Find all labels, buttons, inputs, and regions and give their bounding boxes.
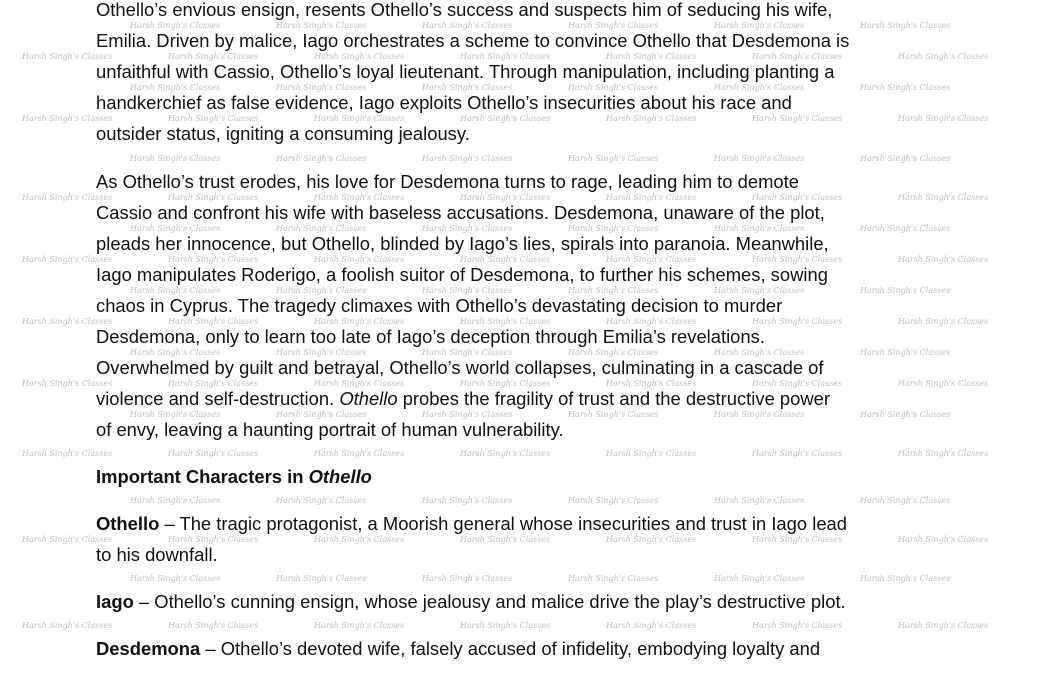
watermark-text: Harsh Singh's Classes [130, 153, 221, 163]
watermark-text: Harsh Singh's Classes [22, 449, 113, 458]
watermark-text: Harsh Singh's Classes [606, 621, 697, 630]
watermark-text: Harsh Singh's Classes [314, 379, 405, 388]
watermark-text: Harsh Singh's Classes [168, 379, 259, 388]
watermark-text: Harsh Singh's Classes [568, 224, 659, 233]
text-line: Othello’s envious ensign, resents Othello’s success and suspects him of seducing his wife, [96, 0, 833, 20]
play-title: Othello [339, 388, 398, 409]
watermark-text: Harsh Singh's Classes [898, 317, 989, 326]
text-line: Overwhelmed by guilt and betrayal, Othello’s world collapses, culminating in a cascade of [96, 357, 824, 378]
watermark-text: Harsh Singh's Classes [422, 496, 513, 505]
watermark-text: Harsh Singh's Classes [422, 348, 513, 357]
watermark-text: Harsh Singh's Classes [460, 621, 551, 630]
watermark-text: Harsh Singh's Classes [22, 114, 113, 123]
watermark-text: Harsh Singh's Classes [168, 255, 259, 264]
character-othello [96, 514, 1026, 565]
watermark-text: Harsh Singh's Classes [22, 379, 113, 388]
watermark-text: Harsh Singh's Classes [752, 379, 843, 388]
watermark-text: Harsh Singh's Classes [752, 449, 843, 458]
watermark-text: Harsh Singh's Classes [168, 535, 259, 544]
watermark-text: Harsh Singh's Classes [460, 535, 551, 544]
watermark-text: Harsh Singh's Classes [422, 224, 513, 233]
watermark-text: Harsh Singh's Classes [898, 255, 989, 264]
text-line: outsider status, igniting a consuming jealousy. [96, 123, 470, 144]
watermark-text: Harsh Singh's Classes [422, 21, 513, 30]
text-line: chaos in Cyprus. The tragedy climaxes with Othello’s devastating decision to murder [96, 295, 783, 316]
watermark-text: Harsh Singh's Classes [460, 52, 551, 61]
text-line: Emilia. Driven by malice, Iago orchestrates a scheme to convince Othello that Desdemona is [96, 30, 850, 51]
watermark-text: Harsh Singh's Classes [460, 255, 551, 264]
heading-play-title: Othello [308, 466, 372, 487]
watermark-text: Harsh Singh's Classes [606, 379, 697, 388]
watermark-text: Harsh Singh's Classes [752, 317, 843, 326]
watermark-text: Harsh Singh's Classes [568, 286, 659, 295]
watermark-text: Harsh Singh's Classes [130, 574, 221, 583]
watermark-text: Harsh Singh's Classes [314, 449, 405, 458]
watermark-text: Harsh Singh's Classes [422, 83, 513, 92]
watermark-text: Harsh Singh's Classes [422, 153, 513, 163]
character-name: Othello [96, 513, 160, 534]
watermark-text: Harsh Singh's Classes [714, 83, 805, 92]
watermark-text: Harsh Singh's Classes [168, 317, 259, 326]
watermark-text: Harsh Singh's Classes [314, 621, 405, 630]
watermark-text: Harsh Singh's Classes [314, 255, 405, 264]
watermark-text: Harsh Singh's Classes [422, 286, 513, 295]
watermark-text: Harsh Singh's Classes [606, 317, 697, 326]
plot-paragraph-2 [96, 172, 1026, 440]
watermark-text: Harsh Singh's Classes [714, 496, 805, 505]
watermark-text: Harsh Singh's Classes [460, 449, 551, 458]
watermark-text: Harsh Singh's Classes [606, 114, 697, 123]
text-line: Cassio and confront his wife with baseless accusations. Desdemona, unaware of the plot, [96, 202, 825, 223]
section-heading [96, 467, 1026, 487]
watermark-text: Harsh Singh's Classes [22, 193, 113, 202]
watermark-text: Harsh Singh's Classes [898, 193, 989, 202]
watermark-text: Harsh Singh's Classes [314, 114, 405, 123]
watermark-text: Harsh Singh's Classes [860, 574, 951, 583]
watermark-text: Harsh Singh's Classes [168, 114, 259, 123]
watermark-text: Harsh Singh's Classes [568, 410, 659, 419]
watermark-text: Harsh Singh's Classes [130, 224, 221, 233]
text-line [96, 514, 1026, 534]
watermark-text: Harsh Singh's Classes [860, 410, 951, 419]
watermark-text: Harsh Singh's Classes [714, 21, 805, 30]
watermark-text: Harsh Singh's Classes [606, 52, 697, 61]
watermark-text: Harsh Singh's Classes [276, 410, 367, 419]
watermark-text: Harsh Singh's Classes [860, 348, 951, 357]
watermark-text: Harsh Singh's Classes [860, 21, 951, 30]
watermark-text: Harsh Singh's Classes [568, 83, 659, 92]
text-line: of envy, leaving a haunting portrait of human vulnerability. [96, 419, 564, 440]
watermark-text: Harsh Singh's Classes [130, 83, 221, 92]
watermark-text: Harsh Singh's Classes [130, 286, 221, 295]
watermark-text: Harsh Singh's Classes [568, 21, 659, 30]
text-line: to his downfall. [96, 544, 218, 565]
watermark-text: Harsh Singh's Classes [460, 193, 551, 202]
plot-paragraph-1 [96, 0, 1026, 144]
text-line: unfaithful with Cassio, Othello’s loyal lieutenant. Through manipulation, including planting a [96, 61, 835, 82]
text-line [96, 592, 1026, 612]
watermark-text: Harsh Singh's Classes [314, 317, 405, 326]
document-page [96, 0, 1026, 670]
watermark-text: Harsh Singh's Classes [276, 224, 367, 233]
text-line: Desdemona, only to learn too late of Iago’s deception through Emilia’s revelations. [96, 326, 765, 347]
text-span: probes the fragility of trust and the destructive power [397, 388, 830, 409]
watermark-text: Harsh Singh's Classes [860, 83, 951, 92]
watermark-text: Harsh Singh's Classes [752, 114, 843, 123]
watermark-text: Harsh Singh's Classes [460, 317, 551, 326]
watermark-text: Harsh Singh's Classes [276, 83, 367, 92]
watermark-text: Harsh Singh's Classes [752, 621, 843, 630]
watermark-text: Harsh Singh's Classes [752, 535, 843, 544]
watermark-text: Harsh Singh's Classes [22, 535, 113, 544]
watermark-text: Harsh Singh's Classes [606, 535, 697, 544]
watermark-text: Harsh Singh's Classes [168, 621, 259, 630]
watermark-text: Harsh Singh's Classes [606, 193, 697, 202]
character-name: Desdemona [96, 638, 201, 659]
watermark-text: Harsh Singh's Classes [714, 153, 805, 163]
watermark-text: Harsh Singh's Classes [460, 379, 551, 388]
character-desdemona [96, 639, 1026, 659]
watermark-text: Harsh Singh's Classes [568, 153, 659, 163]
watermark-text: Harsh Singh's Classes [276, 496, 367, 505]
watermark-text: Harsh Singh's Classes [568, 496, 659, 505]
watermark-text: Harsh Singh's Classes [752, 52, 843, 61]
text-line: pleads her innocence, but Othello, blinded by Iago’s lies, spirals into paranoia. Meanwhile, [96, 233, 829, 254]
text-line [96, 639, 1026, 659]
watermark-text: Harsh Singh's Classes [276, 21, 367, 30]
character-description: – Othello’s cunning ensign, whose jealousy and malice drive the play’s destructive plot. [133, 591, 846, 612]
watermark-text: Harsh Singh's Classes [860, 496, 951, 505]
watermark-text: Harsh Singh's Classes [860, 224, 951, 233]
watermark-text: Harsh Singh's Classes [22, 52, 113, 61]
watermark-text: Harsh Singh's Classes [898, 114, 989, 123]
text-line [96, 389, 1026, 409]
character-name: Iago [96, 591, 134, 612]
watermark-text: Harsh Singh's Classes [22, 255, 113, 264]
watermark-text: Harsh Singh's Classes [606, 255, 697, 264]
watermark-text: Harsh Singh's Classes [314, 52, 405, 61]
watermark-text: Harsh Singh's Classes [714, 574, 805, 583]
watermark-text: Harsh Singh's Classes [860, 286, 951, 295]
watermark-text: Harsh Singh's Classes [460, 114, 551, 123]
heading-text: Important Characters in [96, 466, 309, 487]
watermark-text: Harsh Singh's Classes [22, 317, 113, 326]
watermark-text: Harsh Singh's Classes [168, 193, 259, 202]
text-line: Iago manipulates Roderigo, a foolish suitor of Desdemona, to further his schemes, sowing [96, 264, 828, 285]
watermark-text: Harsh Singh's Classes [130, 21, 221, 30]
watermark-text: Harsh Singh's Classes [568, 574, 659, 583]
watermark-text: Harsh Singh's Classes [752, 193, 843, 202]
text-line: handkerchief as false evidence, Iago exploits Othello’s insecurities about his race and [96, 92, 792, 113]
character-description: – Othello’s devoted wife, falsely accused of infidelity, embodying loyalty and [200, 638, 821, 659]
watermark-text: Harsh Singh's Classes [276, 153, 367, 163]
watermark-text: Harsh Singh's Classes [568, 348, 659, 357]
watermark-text: Harsh Singh's Classes [752, 255, 843, 264]
watermark-text: Harsh Singh's Classes [860, 153, 951, 163]
text-span: violence and self-destruction. [96, 388, 340, 409]
watermark-text: Harsh Singh's Classes [606, 449, 697, 458]
watermark-text: Harsh Singh's Classes [130, 410, 221, 419]
character-iago [96, 592, 1026, 612]
watermark-text: Harsh Singh's Classes [168, 52, 259, 61]
watermark-text: Harsh Singh's Classes [898, 449, 989, 458]
watermark-text: Harsh Singh's Classes [276, 348, 367, 357]
watermark-text: Harsh Singh's Classes [898, 52, 989, 61]
watermark-text: Harsh Singh's Classes [130, 496, 221, 505]
watermark-text: Harsh Singh's Classes [22, 621, 113, 630]
watermark-text: Harsh Singh's Classes [314, 535, 405, 544]
watermark-text: Harsh Singh's Classes [898, 621, 989, 630]
watermark-text: Harsh Singh's Classes [168, 449, 259, 458]
watermark-text: Harsh Singh's Classes [898, 379, 989, 388]
watermark-text: Harsh Singh's Classes [898, 535, 989, 544]
text-line: As Othello’s trust erodes, his love for Desdemona turns to rage, leading him to demote [96, 171, 799, 192]
watermark-text: Harsh Singh's Classes [276, 286, 367, 295]
watermark-text: Harsh Singh's Classes [422, 410, 513, 419]
watermark-text: Harsh Singh's Classes [130, 348, 221, 357]
watermark-text: Harsh Singh's Classes [314, 193, 405, 202]
watermark-text: Harsh Singh's Classes [714, 348, 805, 357]
watermark-text: Harsh Singh's Classes [714, 410, 805, 419]
watermark-text: Harsh Singh's Classes [276, 574, 367, 583]
watermark-text: Harsh Singh's Classes [714, 286, 805, 295]
watermark-text: Harsh Singh's Classes [422, 574, 513, 583]
character-description: – The tragic protagonist, a Moorish general whose insecurities and trust in Iago lead [159, 513, 847, 534]
watermark-text: Harsh Singh's Classes [714, 224, 805, 233]
